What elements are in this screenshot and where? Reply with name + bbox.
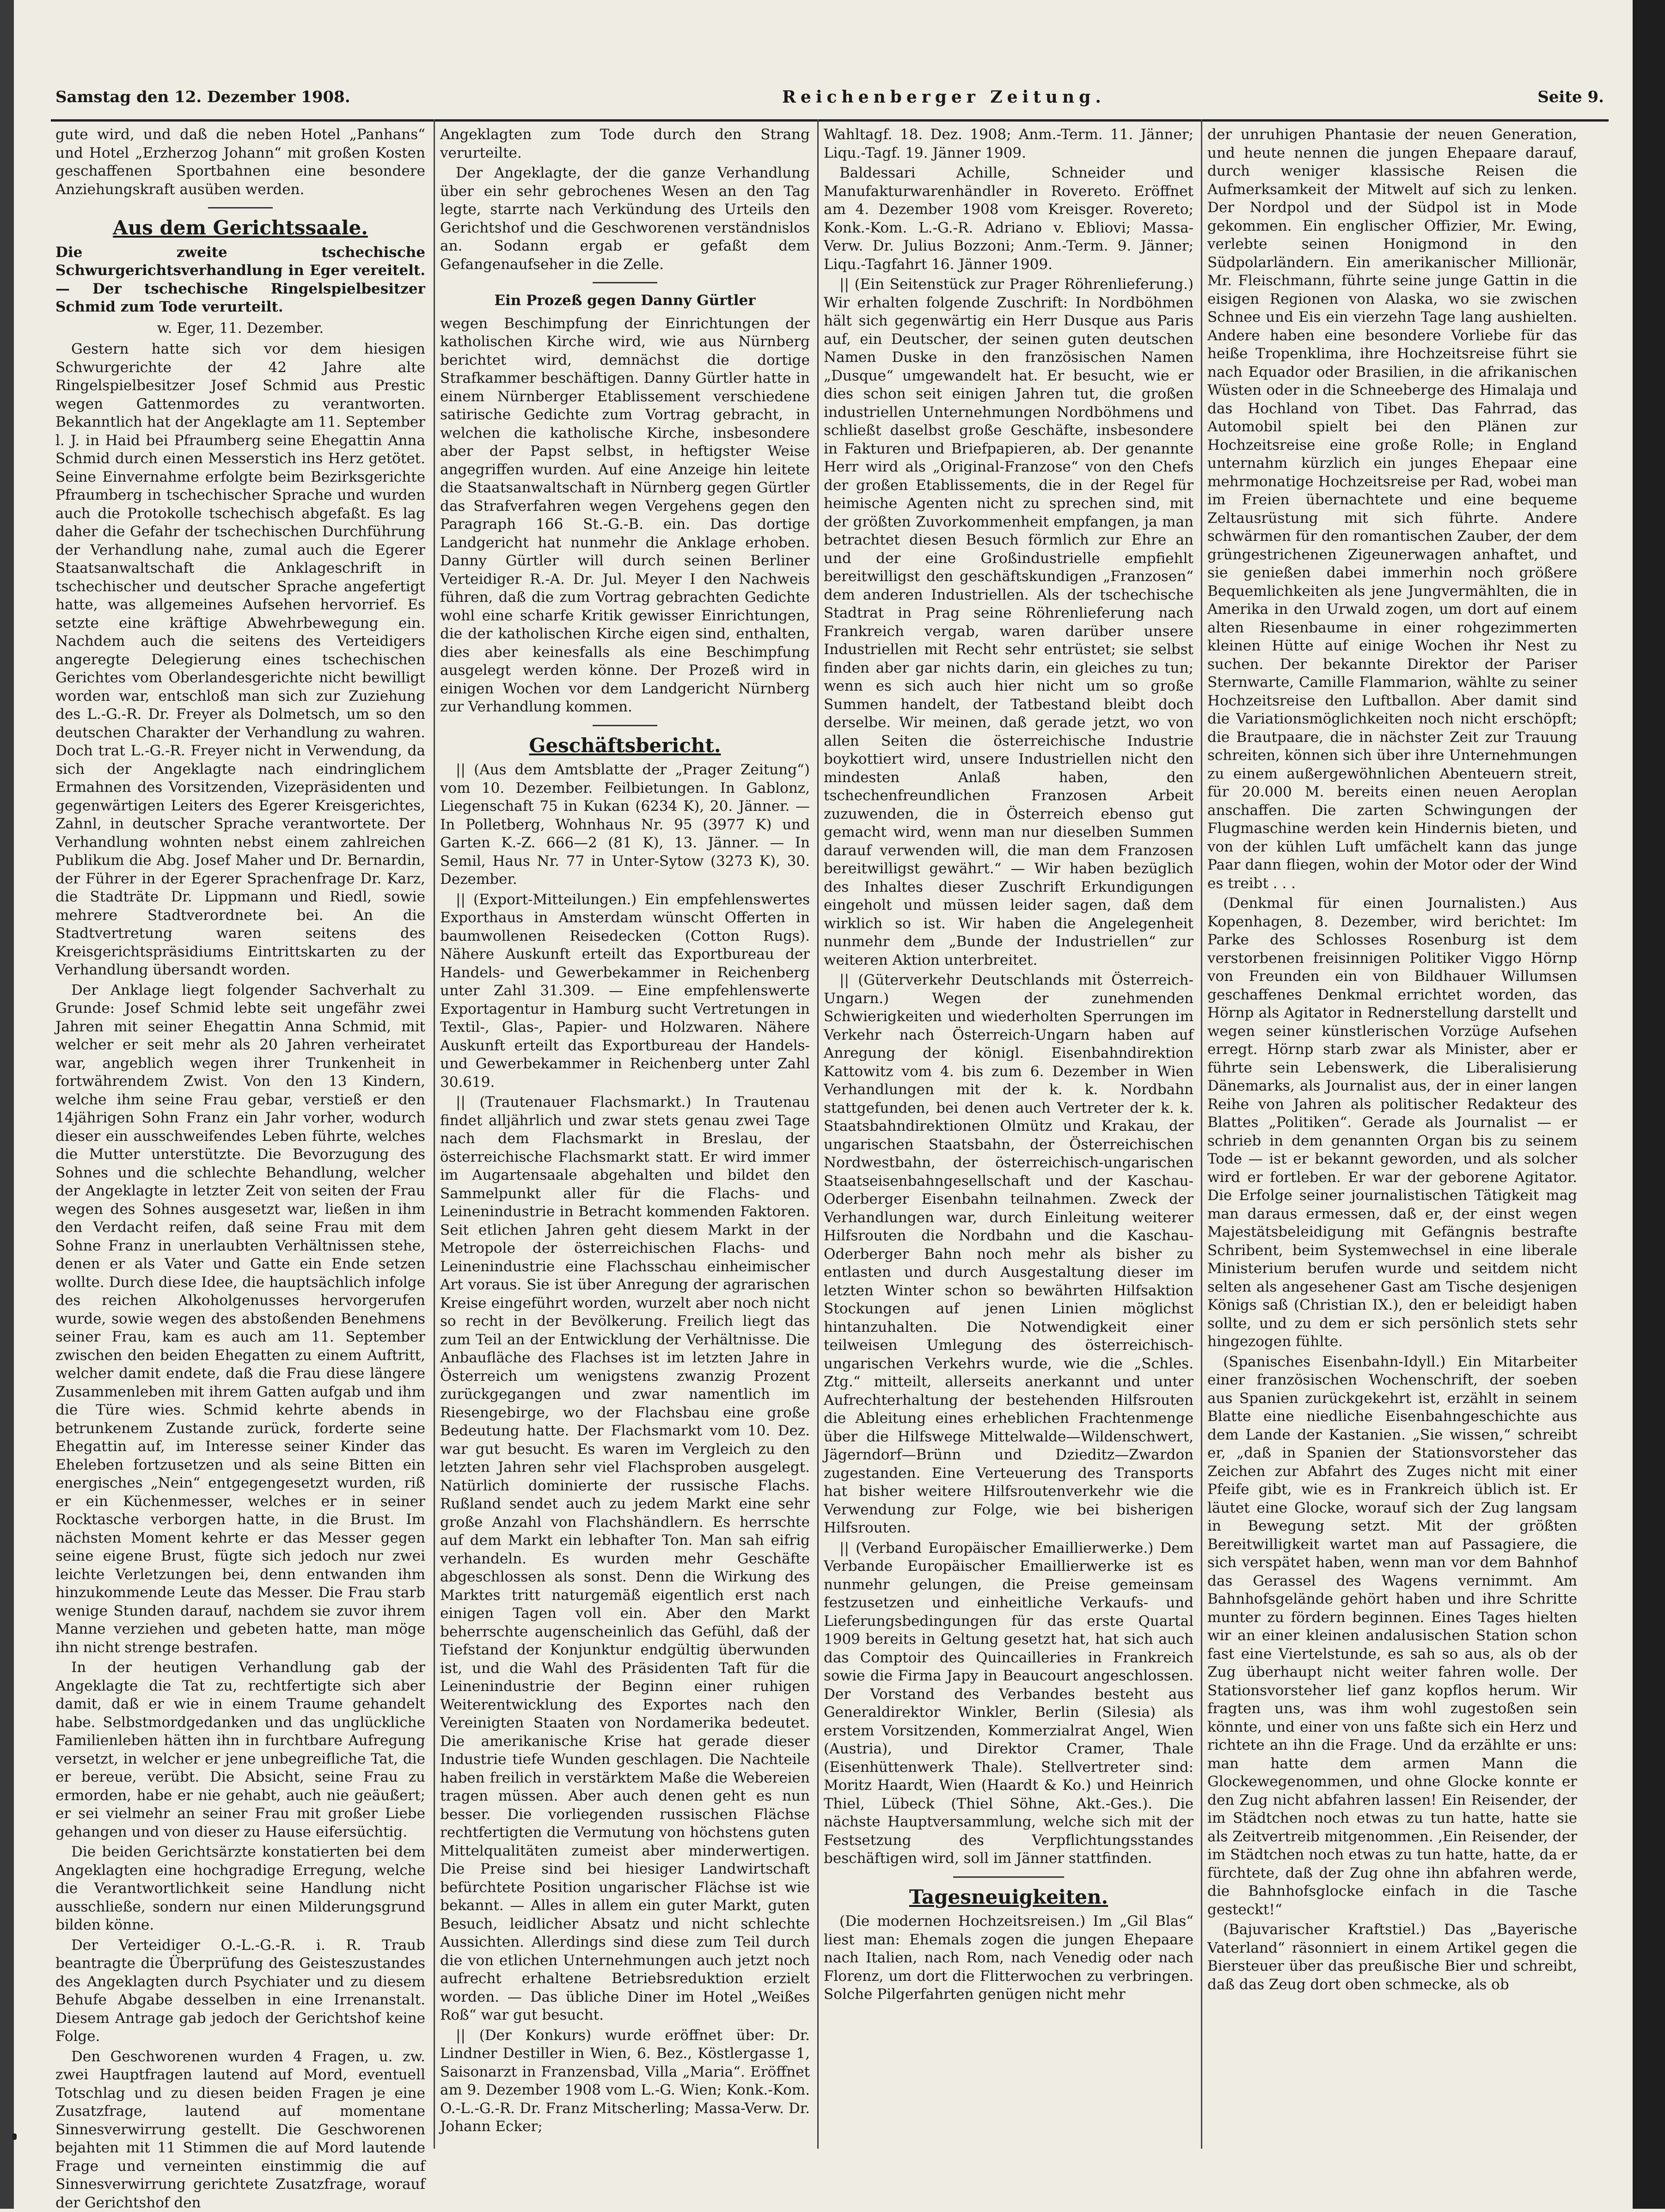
column-1: [55, 126, 425, 2141]
scan-right-edge: [1633, 0, 1665, 2209]
news-item: (Die modernen Hochzeitsreisen.) Im „Gil Blas“ liest man: Ehemals zogen die jungen Ehepaare nach Italien, nach Rom, nach Venedig oder nach Florenz, um dort die Flitterwochen zu verbringen. Solche Pilgerfahrten genügen nicht mehr: [824, 1912, 1194, 2004]
article-paragraph: Der Verteidiger O.-L.-G.-R. i. R. Traub beantragte die Überprüfung des Geisteszustandes des Angeklagten durch Psychiater und zu diesem Behufe Abgabe desselben in eine Irrenanstalt. Diesem Antrage gab jedoch der Gerichtshof keine Folge.: [55, 1936, 425, 2046]
news-item: (Spanisches Eisenbahn-Idyll.) Ein Mitarbeiter einer französischen Wochenschrift, der soeben aus Spanien zurückgekehrt ist, erzählt in seinem Blatte eine niedliche Eisenbahngeschichte aus dem Lande der Kastanien. „Sie wissen,“ schreibt er, „daß in Spanien der Stationsvorsteher das Zeichen zur Abfahrt des Zuges nicht mit einer Pfeife gibt, wie es in Frankreich üblich ist. Er läutet eine Glocke, worauf sich der Zug langsam in Bewegung setzt. Mit der größten Bereitwilligkeit wartet man auf Passagiere, die sich verspätet haben, wenn man vor dem Bahnhof das Gerassel des Wagens vernimmt. Am Bahnhofsgelände gehört haben und ihre Schritte munter zu fördern beginnen. Eines Tages hielten wir an einer kleinen andalusischen Station schon fast eine Viertelstunde, es sah so aus, als ob der Zug überhaupt nicht weiter fahren wolle. Der Stationsvorsteher lief ganz kopflos herum. Wir fragten uns, was ihm wohl zugestoßen sein könnte, und einer von uns faßte sich ein Herz und richtete an ihn die Frage. Und da erzählte er uns: man hatte dem armen Mann die Glockewegenommen, und ohne Glocke konnte er den Zug nicht abfahren lassen! Ein Reisender, der im Städtchen noch etwas zu tun hatte, hatte sie als Zeitvertreib mitgenommen. ‚Ein Reisender, der im Städtchen noch etwas zu tun hatte, hatte, da er fürchtete, daß der Zug ohne ihn abfahren werde, die Bahnhofsglocke einfach in die Tasche gesteckt!“: [1207, 1353, 1577, 1919]
scan-left-edge: [0, 0, 14, 2209]
article-paragraph: Gestern hatte sich vor dem hiesigen Schwurgerichte der 42 Jahre alte Ringelspielbesitzer Josef Schmid aus Prestic wegen Gattenmordes zu verantworten. Bekanntlich hat der Angeklagte am 11. September l. J. in Haid bei Pfraumberg seine Ehegattin Anna Schmid durch einen Messerstich ins Herz getötet. Seine Einvernahme erfolgte beim Bezirksgerichte Pfraumberg in tschechischer Sprache und wurden auch die Protokolle tschechisch abgefaßt. Es lag daher die Gefahr der tschechischen Durchführung der Verhandlung nahe, zumal auch die Egerer Staatsanwaltschaft die Anklageschrift in tschechischer und deutscher Sprache angefertigt hatte, was allgemeines Aufsehen hervorrief. Es setzte eine kräftige Abwehrbewegung ein. Nachdem auch die seitens des Verteidigers angeregte Delegierung eines tschechischen Gerichtes vom Oberlandesgerichte nicht bewilligt worden war, entschloß man sich zur Zuziehung des L.-G.-R. Dr. Freyer als Dolmetsch, um so den deutschen Charakter der Verhandlung zu wahren. Doch trat L.-G.-R. Freyer nicht in Verwendung, da sich der Angeklagte nach eindringlichem Ermahnen des Vorsitzenden, Vizepräsidenten und gegenwärtigen Leiters des Egerer Kreisgerichtes, Zahnl, in deutscher Sprache verantwortete. Der Verhandlung wohnten nebst einem zahlreichen Publikum die Abg. Josef Maher und Dr. Bernardin, der Führer in der Egerer Sprachenfrage Dr. Karz, die Stadträte Dr. Lippmann und Riedl, sowie mehrere Stadtverordnete bei. An die Stadtvertretung waren seitens des Kreisgerichtspräsidiums Eintrittskarten zu der Verhandlung übersandt worden.: [55, 340, 425, 980]
header-rule: [51, 119, 1609, 122]
page-header: [55, 79, 1604, 116]
scan-mark: [12, 2133, 17, 2140]
column-rule: [434, 119, 435, 2149]
article-paragraph: Der Angeklagte, der die ganze Verhandlung über ein sehr gebrochenes Wesen an den Tag legte, starrte nach Verkündung des Urteils den Gerichtshof und die Geschworenen verständnislos an. Sodann ergab er gefaßt dem Gefangenaufseher in die Zelle.: [440, 164, 810, 274]
masthead: Reichenberger Zeitung.: [782, 87, 1106, 107]
page-number: Seite 9.: [1537, 88, 1604, 106]
column-rule: [1201, 119, 1202, 2149]
dateline: w. Eger, 11. Dezember.: [55, 319, 425, 338]
article-paragraph: In der heutigen Verhandlung gab der Angeklagte die Tat zu, rechtfertigte sich aber damit, daß er wie in einem Traume gehandelt habe. Selbstmordgedanken und das unglückliche Familienleben hätten ihn in furchtbare Aufregung versetzt, in welcher er jene unbegreifliche Tat, die er bereue, verübt. Die Absicht, seine Frau zu ermorden, habe er nie gehabt, auch nie geäußert; er sei vielmehr an seiner Frau mit großer Liebe gehangen und von dieser zu Hause eifersüchtig.: [55, 1659, 425, 1841]
article-paragraph: Den Geschworenen wurden 4 Fragen, u. zw. zwei Hauptfragen lautend auf Mord, eventuell Totschlag und zu diesen beiden Fragen je eine Zusatzfrage, lautend auf momentane Sinnesverwirrung gestellt. Die Geschworenen bejahten mit 11 Stimmen die auf Mord lautende Frage und verneinten einstimmig die auf Sinnesverwirrung gerichtete Zusatzfrage, worauf der Gerichtshof den: [55, 2048, 425, 2212]
news-item: || (Güterverkehr Deutschlands mit Österreich-Ungarn.) Wegen der zunehmenden Schwierigkeiten und wiederholten Sperrungen im Verkehr nach Österreich-Ungarn haben auf Anregung der königl. Eisenbahndirektion Kattowitz vom 4. bis zum 6. Dezember in Wien Verhandlungen mit der k. k. Nordbahn stattgefunden, bei denen auch Vertreter der k. k. Staatsbahndirektionen Olmütz und Krakau, der ungarischen Staatsbahn, der Österreichischen Nordwestbahn, der österreichisch-ungarischen Staatseisenbahngesellschaft und der Kaschau-Oderberger Eisenbahn teilnahmen. Zweck der Verhandlungen war, durch Einleitung weiterer Hilfsrouten die Nordbahn und die Kaschau-Oderberger Bahn noch mehr als bisher zu entlasten und durch Ausgestaltung dieser im letzten Winter schon so bewährten Hilfsaktion Stockungen auf jenen Linien möglichst hintanzuhalten. Die Notwendigkeit einer teilweisen Umlegung des österreichisch-ungarischen Verkehrs wurde, wie die „Schles. Ztg.“ mitteilt, allerseits anerkannt und unter Aufrechterhaltung der bestehenden Hilfsrouten die Ableitung eines erheblichen Frachtenmenge über die Hilfswege Mittelwalde—Wildenschwert, Jägerndorf—Brünn und Dzieditz—Zwardon zugestanden. Eine Verteuerung des Transports hat bisher weitere Hilfsroutenverkehr wie die Verwendung zur Folge, wie bei bisherigen Hilfsrouten.: [824, 971, 1194, 1538]
article-continuation: gute wird, und daß die neben Hotel „Panhans“ und Hotel „Erzherzog Johann“ mit großen Kosten geschaffenen Sportbahnen eine besondere Anziehungskraft ausüben werden.: [55, 126, 425, 199]
separator: [593, 282, 657, 283]
separator: [593, 725, 657, 726]
column-3: [824, 126, 1194, 2141]
article-continuation: der unruhigen Phantasie der neuen Generation, und heute nennen die jungen Ehepaare darauf, durch weniger klassische Reisen die Aufmerksamkeit der Mitwelt auf sich zu lenken. Der Nordpol und der Südpol ist in Mode gekommen. Ein englischer Offizier, Mr. Ewing, verlebte seinen Honigmond in den Südpolarländern. Ein amerikanischer Millionär, Mr. Fleischmann, führte seine junge Gattin in die eisigen Regionen von Alaska, wo sie zwischen Schnee und Eis ein vierzehn Tage lang aushielten. Andere haben eine besondere Vorliebe für das heiße Tropenklima, ihre Hochzeitsreise führt sie nach Equador oder Brasilien, in die afrikanischen Wüsten oder in die Schneeberge des Himalaja und das Hochland von Tibet. Das Fahrrad, das Automobil spielt bei den Plänen zur Hochzeitsreise eine große Rolle; in England unternahm kürzlich ein junges Ehepaar eine mehrmonatige Hochzeitsreise per Rad, wobei man im Freien übernachtete und eine bequeme Zeltausrüstung mit sich führte. Andere schwärmen für den romantischen Zauber, der dem grüngestrichenen Zigeunerwagen anhaftet, und sie genießen dabei immerhin noch größere Bequemlichkeiten als jene Jungvermählten, die in Amerika in den Urwald zogen, um dort auf einem alten Riesenbaume in einer rohgezimmerten kleinen Hütte auf einige Wochen ihr Nest zu suchen. Der bekannte Direktor der Pariser Sternwarte, Camille Flammarion, wählte zu seiner Hochzeitsreise den Luftballon. Aber damit sind die Variationsmöglichkeiten noch nicht erschöpft; die Brautpaare, die in nächster Zeit zur Trauung schreiten, können sich über ihre Unternehmungen zu einem außergewöhnlichen Abenteuern streit, für 20.000 M. bereits einen neuen Aeroplan anschaffen. Die zarten Schwingungen der Flugmaschine werden kein Hindernis bieten, und von der kühlen Luft umfächelt kann das junge Paar dann fliegen, wohin der Motor oder der Wind es treibt . . .: [1207, 126, 1577, 893]
column-rule: [817, 119, 819, 2149]
article-paragraph: wegen Beschimpfung der Einrichtungen der katholischen Kirche wird, wie aus Nürnberg berichtet wird, demnächst die dortige Strafkammer beschäftigen. Danny Gürtler hatte in einem Nürnberger Etablissement verschiedene satirische Gedichte zum Vortrag gebracht, in welchen die katholische Kirche, insbesondere aber der Papst selbst, in heftigster Weise angegriffen wurden. Auf eine Anzeige hin leitete die Staatsanwaltschaft in Nürnberg gegen Gürtler das Strafverfahren wegen Vergehens gegen den Paragraph 166 St.-G.-B. ein. Das dortige Landgericht hat nunmehr die Anklage erhoben. Danny Gürtler will durch seinen Berliner Verteidiger R.-A. Dr. Jul. Meyer I den Nachweis führen, daß die zum Vortrag gebrachten Gedichte wohl eine scharfe Kritik gewisser Einrichtungen, die der katholischen Kirche eigen sind, enthalten, dies aber keinesfalls als eine Beschimpfung ausgelegt werden könne. Der Prozeß wird in einigen Wochen vor dem Landgericht Nürnberg zur Verhandlung kommen.: [440, 315, 810, 717]
article-continuation: Wahltagf. 18. Dez. 1908; Anm.-Term. 11. Jänner; Liqu.-Tagf. 19. Jänner 1909.: [824, 126, 1194, 162]
news-item: (Denkmal für einen Journalisten.) Aus Kopenhagen, 8. Dezember, wird berichtet: Im Parke des Schlosses Rosenburg ist dem verstorbenen freisinnigen Politiker Viggo Hörnp von Freunden ein von Bildhauer Willumsen geschaffenes Denkmal errichtet worden, das Hörnp als Agitator in Rednerstellung darstellt und wegen seiner künstlerischen Vorzüge Aufsehen erregt. Hörnp starb zwar als Minister, aber er führte sein Lebenswerk, die Liberalisierung Dänemarks, als Journalist aus, der in einer langen Reihe von Jahren als politischer Redakteur des Blattes „Politiken“. Gerade als Journalist — er schrieb in dem genannten Organ bis zu seinem Tode — ist er bekannt geworden, und als solcher wird er fortleben. Er war der geborene Agitator. Die Erfolge seiner journalistischen Tätigkeit mag man daraus ermessen, daß er, der einst wegen Majestätsbeleidigung mit Gefängnis bestrafte Schribent, beim Systemwechsel in eine liberale Ministerium berufen wurde und seitdem nicht selten als angesehener Gast am Tische desjenigen Königs saß (Christian IX.), den er beleidigt haben sollte, und zu dem er sich persönlich stets sehr hingezogen fühlte.: [1207, 895, 1577, 1351]
article-paragraph: Der Anklage liegt folgender Sachverhalt zu Grunde: Josef Schmid lebte seit ungefähr zwei Jahren mit seiner Ehegattin Anna Schmid, mit welcher er seit mehr als 20 Jahren verheiratet war, angeblich wegen ihrer Trunkenheit in fortwährendem Zwist. Von den 13 Kindern, welche ihm seine Frau gebar, verstieß er den 14jährigen Sohn Franz ein Jahr vorher, wodurch dieser ein ausschweifendes Leben führte, welches die Mutter unterstützte. Die Bevorzugung des Sohnes und die schlechte Behandlung, welcher der Angeklagte in letzter Zeit von seiten der Frau wegen des Sohnes ausgesetzt war, ließen in ihm den Verdacht reifen, daß seine Frau mit dem Sohne Franz in unerlaubten Verhältnissen stehe, denen er als Vater und Gatte ein Ende setzen wollte. Durch diese Idee, die hauptsächlich infolge des reichen Alkoholgenusses hervorgerufen wurde, sowie wegen des abstoßenden Benehmens seiner Frau, kam es auch am 11. September zwischen den beiden Ehegatten zu einem Auftritt, welcher damit endete, daß die Frau diese längere Zusammenleben mit ihrem Gatten aufgab und ihm die Türe wies. Schmid kehrte abends in betrunkenem Zustande zurück, forderte seine Ehegattin auf, im Interesse seiner Kinder das Eheleben fortzusetzen und als seine Bitten ein energisches „Nein“ entgegengesetzt wurden, riß er ein Küchenmesser, welches er in seiner Rocktasche verborgen hatte, in die Brust. Im nächsten Moment kehrte er das Messer gegen seine eigene Brust, fügte sich jedoch nur zwei leichte Verletzungen bei, denn entwanden ihm hinzukommende Leute das Messer. Die Frau starb wenige Stunden darauf, nachdem sie zuvor ihrem Manne verziehen und gebeten hatte, man möge ihn nicht strenge bestrafen.: [55, 981, 425, 1657]
news-item: || (Ein Seitenstück zur Prager Röhrenlieferung.) Wir erhalten folgende Zuschrift: In Nordböhmen hält sich gegenwärtig ein Herr Dusque aus Paris auf, ein Deutscher, der seinen guten deutschen Namen Duske in den französischen Namen „Dusque“ umgewandelt hat. Er besucht, wie er dies schon seit einigen Jahren tut, die großen industriellen Unternehmungen Nordböhmens und schließt daselbst große Geschäfte, insbesondere in Fakturen und Briefpapieren, ab. Der genannte Herr wird als „Original-Franzose“ von den Chefs der großen Etablissements, die in der Regel für heimische Agenten nicht zu sprechen sind, mit der größten Zuvorkommenheit empfangen, ja man betrachtet diesen Besuch förmlich zur Ehre an und der eine Großindustrielle empfiehlt bereitwilligst den geschäftskundigen „Franzosen“ dem anderen Industriellen. Als der tschechische Stadtrat in Prag seine Röhrenlieferung nach Frankreich vergab, waren darüber unsere Industriellen mit Recht sehr entrüstet; sie selbst finden aber gar nichts darin, ein gleiches zu tun; wenn es sich auch hier nicht um so große Summen handelt, der Tatbestand bleibt doch derselbe. Wir meinen, daß gerade jetzt, wo von allen Seiten die österreichische Industrie boykottiert wird, unsere Industriellen nicht den mindesten Anlaß haben, den tschechenfreundlichen Franzosen Arbeit zuzuwenden, die in Österreich ebenso gut gemacht wird, wenn man nur dieselben Summen darauf verwenden will, die man dem Franzosen bereitwilligst gewährt.“ — Wir haben bezüglich des Inhaltes dieser Zuschrift Erkundigungen eingeholt und müssen leider sagen, daß dem wirklich so ist. Wir haben die Angelegenheit nunmehr dem „Bunde der Industriellen“ zur weiteren Aktion unterbreitet.: [824, 276, 1194, 969]
news-item: || (Trautenauer Flachsmarkt.) In Trautenau findet alljährlich und zwar stets genau zwei Tage nach dem Flachsmarkt in Breslau, der österreichische Flachsmarkt statt. Er wird immer im Augartensaale abgehalten und bildet den Sammelpunkt aller für die Flachs- und Leinenindustrie in Betracht kommenden Faktoren. Seit etlichen Jahren geht diesem Markt in der Metropole der österreichischen Flachs- und Leinenindustrie eine Flachsschau einheimischer Art voraus. Sie ist über Anregung der agrarischen Kreise eingeführt worden, wurzelt aber noch nicht so recht in der Bevölkerung. Freilich liegt das zum Teil an der Entwicklung der Verhältnisse. Die Anbaufläche des Flachses ist im letzten Jahre in Österreich um wenigstens zwanzig Prozent zurückgegangen und zwar namentlich im Riesengebirge, wo der Flachsbau eine große Bedeutung hatte. Der Flachsmarkt vom 10. Dez. war gut besucht. Es waren im Vergleich zu den letzten Jahren sehr viel Flachsproben ausgelegt. Natürlich dominierte der russische Flachs. Rußland sendet auch zu jedem Markt eine sehr große Anzahl von Flachshändlern. Es herrschte auf dem Markt ein lebhafter Ton. Man sah eifrig verhandeln. Es wurden mehr Geschäfte abgeschlossen als sonst. Denn die Wirkung des Marktes tritt naturgemäß eigentlich erst nach einigen Tagen voll ein. Aber den Markt beherrschte augenscheinlich das Gefühl, daß der Tiefstand der Konjunktur endgültig überwunden ist, und die Wahl des Präsidenten Taft für die Leinenindustrie der Beginn einer ruhigen Weiterentwicklung des Exportes nach den Vereinigten Staaten von Nordamerika bedeutet. Die amerikanische Krise hat gerade dieser Industrie tiefe Wunden geschlagen. Die Nachteile haben freilich in verstärktem Maße die Webereien tragen müssen. Aber auch denen geht es nun besser. Die vorliegenden russischen Flächse rechtfertigten die Vermutung von höchstens guten Mittelqualitäten zumeist aber minderwertigen. Die Preise sind bei hiesiger Landwirtschaft befürchtete Position ungarischer Flächse ist wie bekannt. — Alles in allem ein guter Markt, guten Besuch, leidlicher Absatz und nicht schlechte Aussichten. Allerdings sind diese zum Teil durch die von etlichen Unternehmungen auch jetzt noch aufrecht erhaltene Betriebsreduktion erzielt worden. — Das übliche Diner im Hotel „Weißes Roß“ war gut besucht.: [440, 1093, 810, 2025]
news-item: || (Verband Europäischer Emaillierwerke.) Dem Verbande Europäischer Emaillierwerke ist es nunmehr gelungen, die Preise gemeinsam festzusetzen und einheitliche Verkaufs- und Lieferungsbedingungen für das erste Quartal 1909 bereits in Geltung gesetzt hat, hat sich auch das Comptoir des Quincailleries in Frankreich sowie die Firma Japy in Beaucourt angeschlossen. Der Vorstand des Verbandes besteht aus Generaldirektor Winkler, Berlin (Silesia) als erstem Vorsitzenden, Kommerzialrat Angel, Wien (Austria), und Direktor Cramer, Thale (Eisenhüttenwerk Thale). Stellvertreter sind: Moritz Haardt, Wien (Haardt & Ko.) und Heinrich Thiel, Lübeck (Thiel Söhne, Akt.-Ges.). Die nächste Hauptversammlung, welche sich mit der Festsetzung des Verpflichtungsstandes beschäftigen wird, soll im Jänner stattfinden.: [824, 1539, 1194, 1868]
article-heading: Ein Prozeß gegen Danny Gürtler: [440, 292, 810, 310]
news-item: (Bajuvarischer Kraftstiel.) Das „Bayerische Vaterland“ räsonniert in einem Artikel gegen die Biersteuer über das preußische Bier und schreibt, daß das Zeug dort oben schmecke, als ob: [1207, 1921, 1577, 1994]
section-heading: Tagesneuigkeiten.: [824, 1888, 1194, 1906]
news-item: || (Export-Mitteilungen.) Ein empfehlenswertes Exporthaus in Amsterdam wünscht Offerten in baumwollenen Reisedecken (Cotton Rugs). Nähere Auskunft erteilt das Exportbureau der Handels- und Gewerbekammer in Reichenberg unter Zahl 31.309. — Eine empfehlenswerte Exportagentur in Hamburg sucht Vertretungen in Textil-, Glas-, Papier- und Holzwaren. Nähere Auskunft erteilt das Exportbureau der Handels- und Gewerbekammer in Reichenberg unter Zahl 30.619.: [440, 891, 810, 1092]
news-item: || (Der Konkurs) wurde eröffnet über: Dr. Lindner Destiller in Wien, 6. Bez., Köstlergasse 1, Saisonarzt in Franzensbad, Villa „Maria“. Eröffnet am 9. Dezember 1908 vom L.-G. Wien; Konk.-Kom. O.-L.-G.-R. Dr. Franz Mitscherling; Massa-Verw. Dr. Johann Ecker;: [440, 2027, 810, 2136]
article-continuation: Angeklagten zum Tode durch den Strang verurteilte.: [440, 126, 810, 162]
news-item: Baldessari Achille, Schneider und Manufakturwarenhändler in Rovereto. Eröffnet am 4. Dezember 1908 vom Kreisger. Rovereto; Konk.-Kom. L.-G.-R. Adriano v. Ebliovi; Massa-Verw. Dr. Julius Bozzoni; Anm.-Term. 9. Jänner; Liqu.-Tagfahrt 16. Jänner 1909.: [824, 164, 1194, 274]
separator: [208, 207, 273, 208]
section-heading: Geschäftsbericht.: [440, 736, 810, 755]
article-paragraph: Die beiden Gerichtsärzte konstatierten bei dem Angeklagten eine hochgradige Erregung, welche die Verantwortlichkeit seine Handlung nicht ausschließe, sondern nur einen Milderungsgrund bilden könne.: [55, 1843, 425, 1935]
article-subheading: Die zweite tschechische Schwurgerichtsverhandlung in Eger vereitelt. — Der tschechische Ringelspielbesitzer Schmid zum Tode verurteilt.: [55, 244, 425, 317]
section-heading: Aus dem Gerichtssaale.: [55, 219, 425, 237]
news-item: || (Aus dem Amtsblatte der „Prager Zeitung“) vom 10. Dezember. Feilbietungen. In Gablonz, Liegenschaft 75 in Kukan (6234 K), 20. Jänner. — In Polletberg, Wohnhaus Nr. 95 (3977 K) und Garten K.-Z. 666—2 (81 K), 13. Jänner. — In Semil, Haus Nr. 77 in Unter-Sytow (3273 K), 30. Dezember.: [440, 761, 810, 889]
column-2: [440, 126, 810, 2141]
separator: [953, 1876, 1064, 1878]
column-4: [1207, 126, 1577, 2141]
header-date: Samstag den 12. Dezember 1908.: [55, 88, 350, 106]
